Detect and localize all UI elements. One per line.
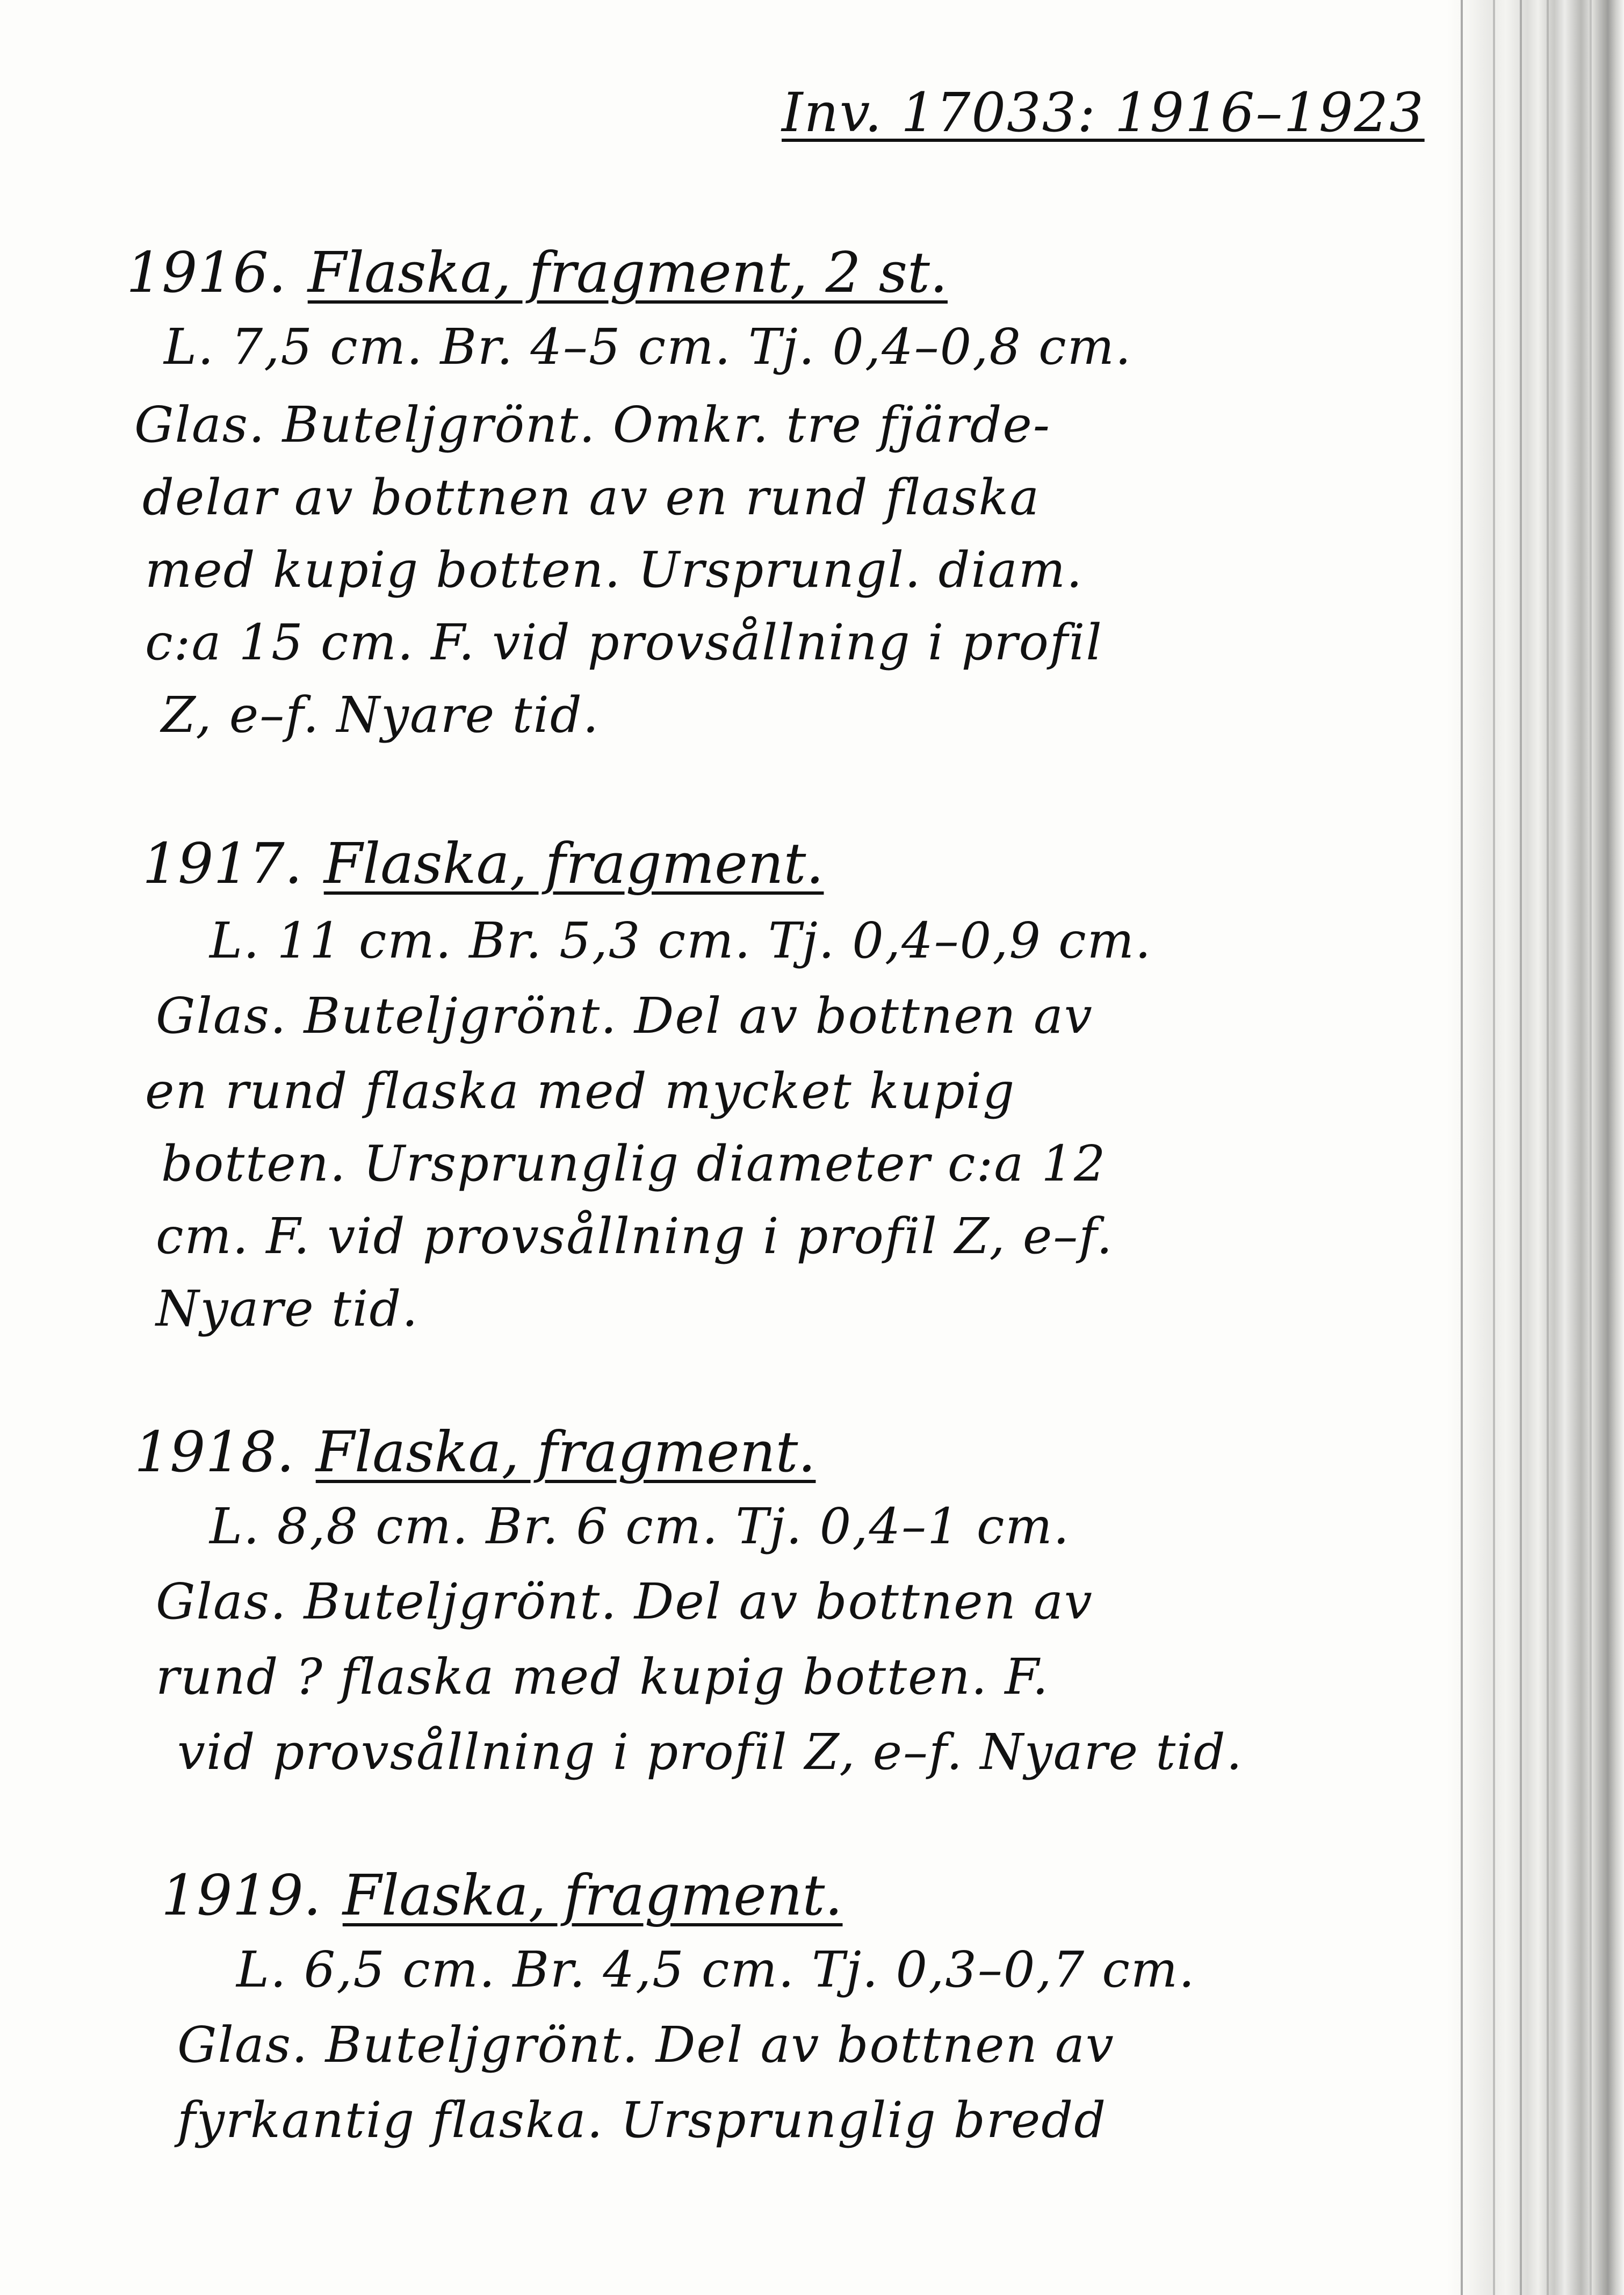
entry-title: Flaska, fragment. — [342, 1862, 843, 1928]
entry-line: botten. Ursprunglig diameter c:a 12 — [161, 1135, 1107, 1192]
entry-line: Glas. Buteljgrönt. Del av bottnen av — [177, 2016, 1115, 2074]
entry-number: 1917. — [142, 831, 302, 896]
page-edge-stack — [1447, 0, 1624, 2295]
page-edge-line — [1520, 0, 1522, 2295]
entry-heading — [142, 831, 824, 896]
entry-line: en rund flaska med mycket kupig — [145, 1062, 1016, 1120]
entry-title: Flaska, fragment, 2 st. — [307, 240, 948, 305]
entry-line: Z, e–f. Nyare tid. — [161, 686, 600, 744]
entry-line: L. 8,8 cm. Br. 6 cm. Tj. 0,4–1 cm. — [210, 1498, 1070, 1555]
entry-number: 1918. — [134, 1419, 294, 1485]
entry-heading — [161, 1862, 843, 1928]
entry-line: c:a 15 cm. F. vid provsållning i profil — [145, 614, 1103, 671]
entry-line: Glas. Buteljgrönt. Del av bottnen av — [156, 987, 1093, 1045]
page-edge-line — [1547, 0, 1549, 2295]
entry-line: vid provsållning i profil Z, e–f. Nyare tid. — [177, 1723, 1243, 1781]
entry-line: Glas. Buteljgrönt. Omkr. tre fjärde- — [134, 396, 1051, 454]
entry-title: Flaska, fragment. — [323, 831, 824, 896]
entry-line: rund ? flaska med kupig botten. F. — [156, 1648, 1049, 1706]
inventory-header: Inv. 17033: 1916–1923 — [782, 81, 1425, 144]
entry-title: Flaska, fragment. — [315, 1419, 816, 1485]
entry-line: med kupig botten. Ursprungl. diam. — [145, 541, 1084, 599]
entry-number: 1916. — [126, 240, 286, 305]
entry-line: L. 11 cm. Br. 5,3 cm. Tj. 0,4–0,9 cm. — [210, 912, 1152, 969]
entry-line: Nyare tid. — [156, 1280, 419, 1337]
entry-line: fyrkantig flaska. Ursprunglig bredd — [177, 2091, 1107, 2149]
entry-line: L. 7,5 cm. Br. 4–5 cm. Tj. 0,4–0,8 cm. — [164, 318, 1132, 376]
page-edge-line — [1590, 0, 1592, 2295]
entry-heading — [126, 240, 948, 305]
entry-line: cm. F. vid provsållning i profil Z, e–f. — [156, 1207, 1114, 1265]
entry-line: Glas. Buteljgrönt. Del av bottnen av — [156, 1573, 1093, 1630]
entry-line: L. 6,5 cm. Br. 4,5 cm. Tj. 0,3–0,7 cm. — [236, 1941, 1196, 1998]
page-edge-line — [1461, 0, 1463, 2295]
entry-number: 1919. — [161, 1862, 321, 1928]
page-edge-line — [1493, 0, 1495, 2295]
entry-heading — [134, 1419, 816, 1485]
entry-line: delar av bottnen av en rund flaska — [142, 469, 1041, 526]
